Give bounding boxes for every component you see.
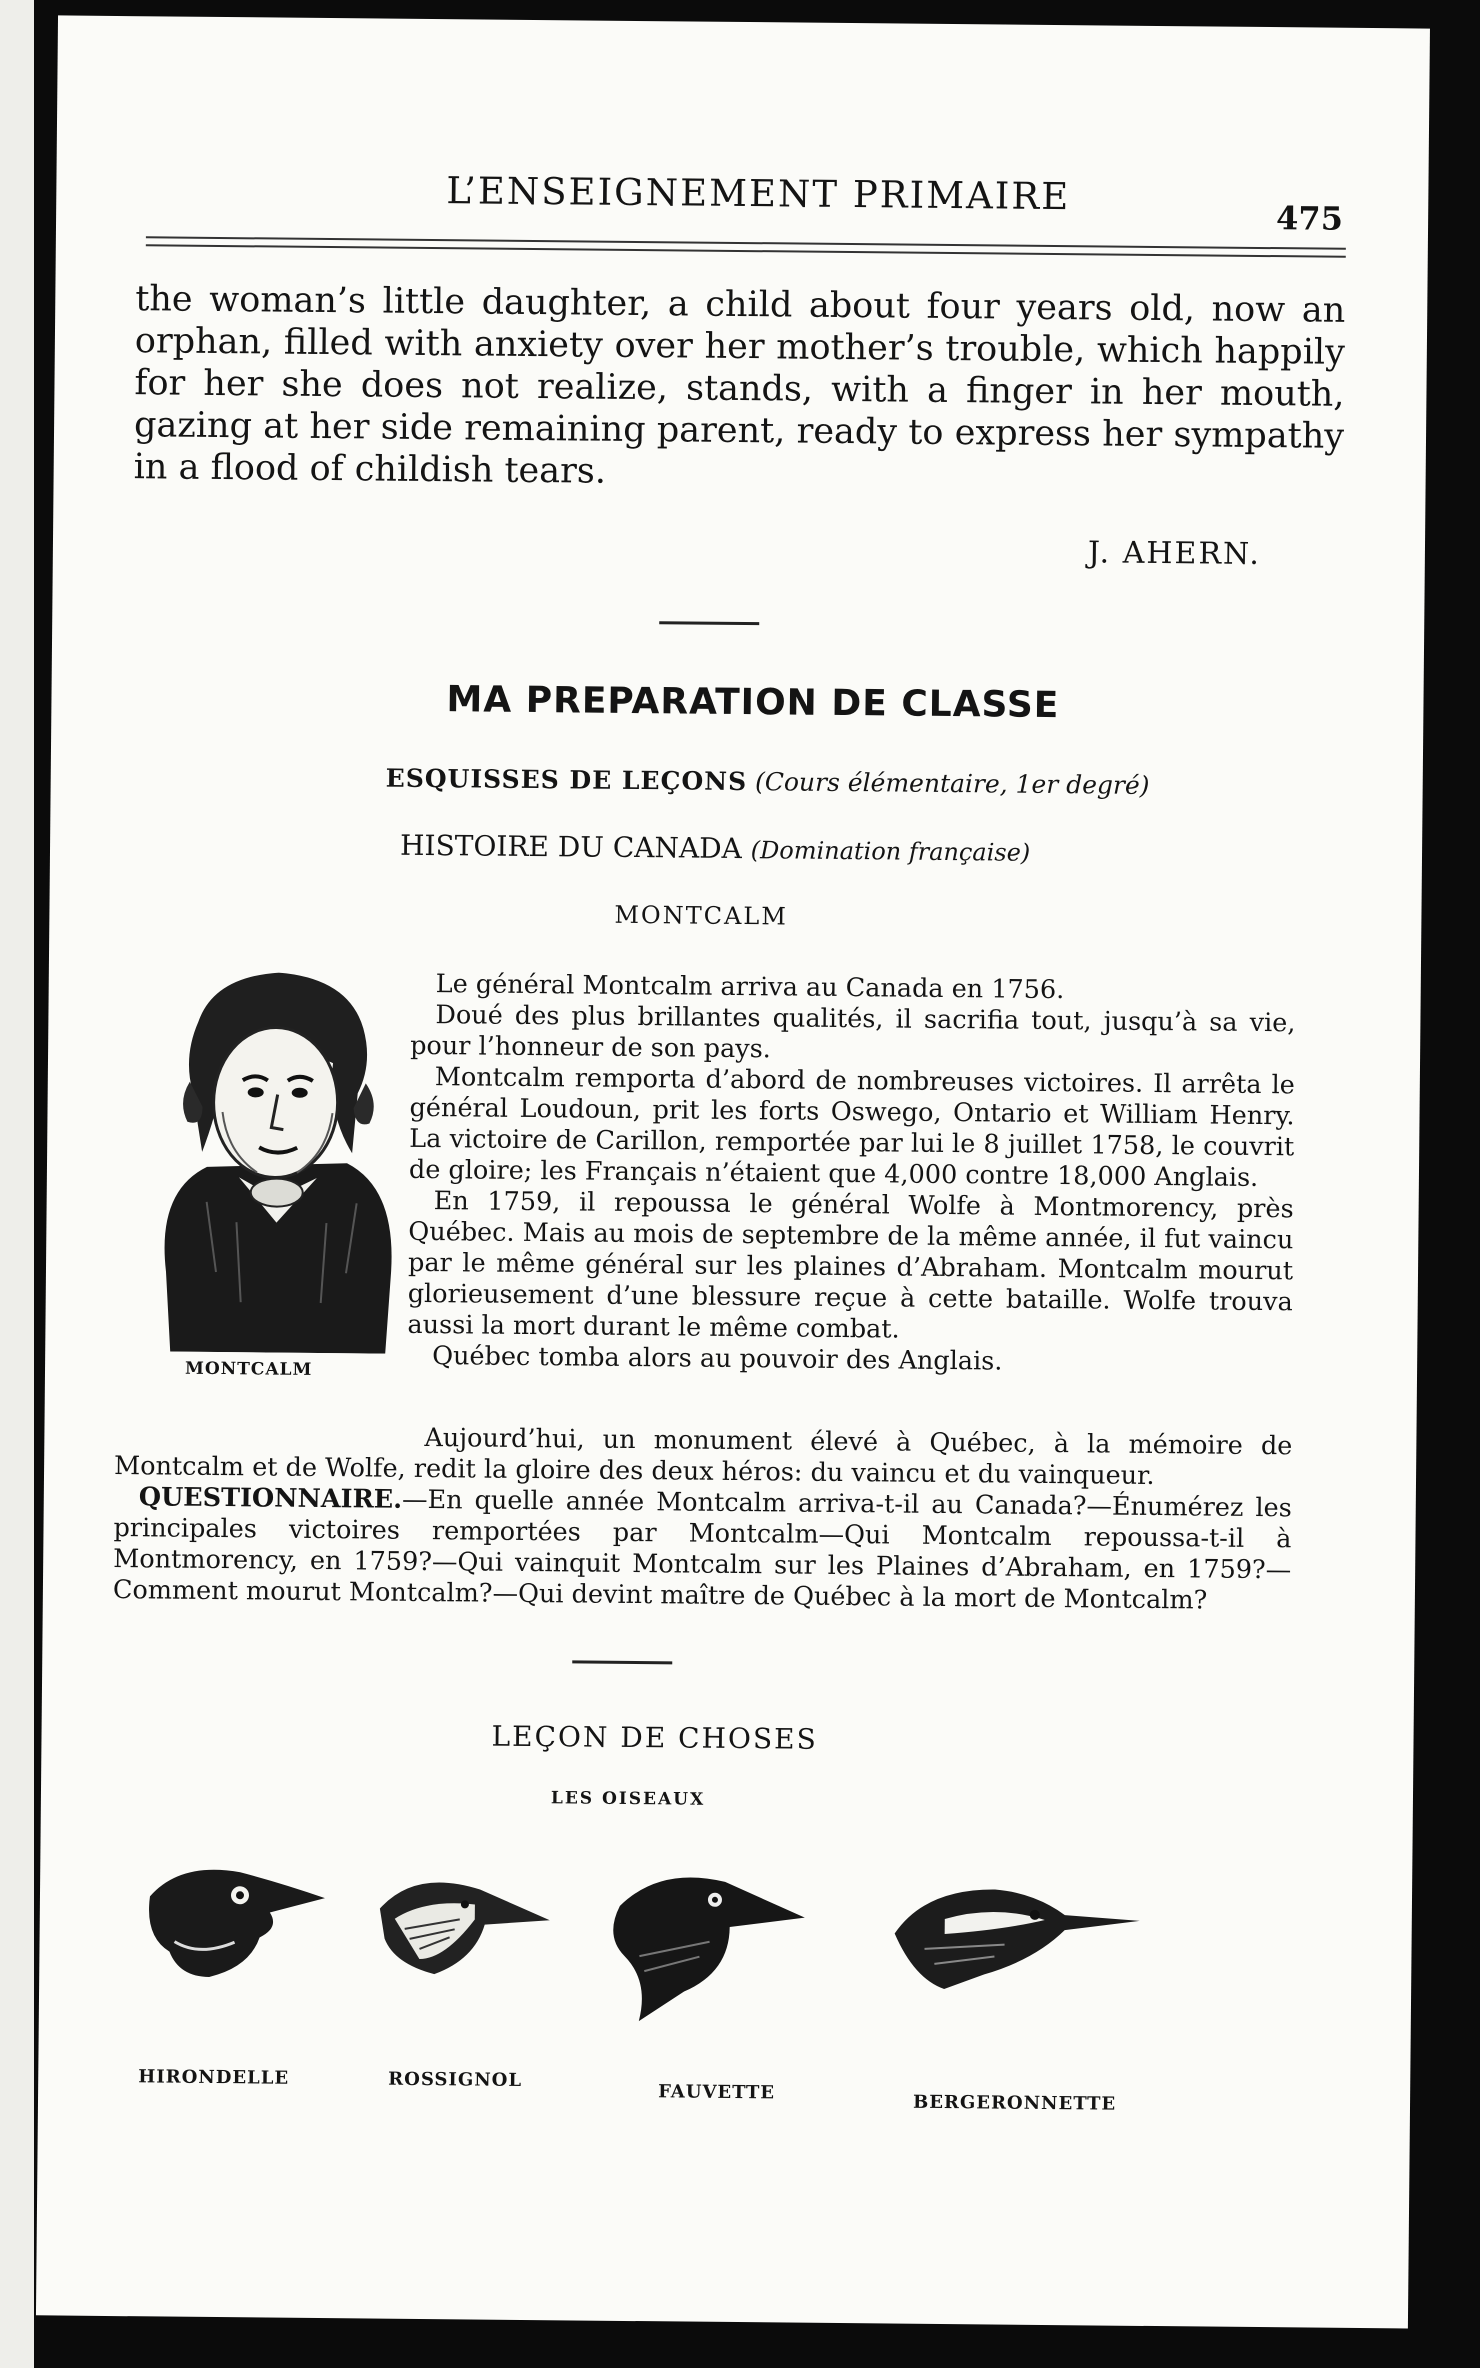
esquisses-note: (Cours élémentaire, 1er degré) xyxy=(754,767,1150,800)
lesson-paragraph: Québec tomba alors au pouvoir des Anglais. xyxy=(432,1341,1003,1377)
histoire-label: HISTOIRE DU CANADA xyxy=(399,828,742,866)
lesson-paragraph: En 1759, il repoussa le général Wolfe à Montmorency, près Québec. Mais au mois de septembre de la même année, il fut vaincu par le même général sur les plaines d’Abraham. Montcalm mourut glorieusement d’une blessure reçue à cette bataille. Wolfe trouva aussi la mort durant le même combat. xyxy=(407,1186,1294,1345)
questionnaire-text: —En quelle année Montcalm arriva-t-il au Canada?—Énumérez les principales victoires remportées par Montcalm—Qui Montcalm repoussa-t-il à Montmorency, en 1759?—Qui vainquit Montcalm sur les Plaines d’Abraham, en 1759?—Comment mourut Montcalm?—Qui devint maître de Québec à la mort de Montcalm? xyxy=(112,1484,1292,1616)
lecon-subtitle: LES OISEAUX xyxy=(550,1788,706,1810)
bird-head-rossignol xyxy=(364,1858,556,2020)
bird-caption: HIRONDELLE xyxy=(138,2066,290,2089)
lesson-final-paragraph: Aujourd’hui, un monument élevé à Québec, à la mémoire de Montcalm et de Wolfe, redit la gloire des deux héros: du vaincu et du vainqueur. xyxy=(113,1422,1293,1492)
lesson-paragraph: Doué des plus brillantes qualités, il sacrifia tout, jusqu’à sa vie, pour l’honneur de son pays. xyxy=(410,1000,1296,1065)
bird-caption: FAUVETTE xyxy=(658,2081,776,2104)
histoire-note: (Domination française) xyxy=(750,836,1031,867)
bird-caption: BERGERONNETTE xyxy=(912,2091,1117,2115)
lesson-tail xyxy=(113,1420,1293,1617)
header-rule xyxy=(146,236,1346,258)
lesson-title: MONTCALM xyxy=(614,900,789,931)
page-number: 475 xyxy=(1275,199,1344,238)
bird-head-bergeronnette xyxy=(884,1863,1146,2025)
section-separator xyxy=(572,1660,672,1664)
section-separator xyxy=(659,621,759,625)
running-header: L’ENSEIGNEMENT PRIMAIRE xyxy=(446,169,1071,219)
esquisses-line xyxy=(386,764,1150,800)
histoire-line xyxy=(400,829,1031,868)
lesson-paragraph: Montcalm remporta d’abord de nombreuses victoires. Il arrêta le général Loudoun, prit les forts Oswego, Ontario et William Henry. La victoire de Carillon, remportée par lui le 8 juillet 1758, le couvrit de gloire; les Français n’étaient que 4,000 contre 18,000 Anglais. xyxy=(408,1062,1295,1193)
questionnaire xyxy=(113,1482,1292,1617)
section-title: MA PREPARATION DE CLASSE xyxy=(446,679,1060,727)
bird-caption: ROSSIGNOL xyxy=(388,2068,523,2091)
book-page xyxy=(36,15,1430,2328)
esquisses-label: ESQUISSES DE LEÇONS xyxy=(385,763,748,797)
author-signature: J. AHERN. xyxy=(1087,535,1262,572)
bird-head-fauvette xyxy=(599,1861,811,2033)
questionnaire-label: QUESTIONNAIRE. xyxy=(138,1482,403,1515)
intro-paragraph: the woman’s little daughter, a child about four years old, now an orphan, filled with anxiety over her mother’s trouble, which happily for her she does not realize, stands, with a finger in her mouth, gazing at her side remaining parent, ready to express her sympathy in a flood of childish tears. xyxy=(133,279,1346,492)
adjacent-page-edge xyxy=(0,0,34,2368)
portrait-caption: MONTCALM xyxy=(184,1358,313,1380)
bird-head-hirondelle xyxy=(139,1856,331,2018)
montcalm-portrait xyxy=(145,971,409,1353)
lecon-title: LEÇON DE CHOSES xyxy=(491,1719,818,1756)
lesson-body xyxy=(407,969,1296,1380)
lesson-paragraph: Le général Montcalm arriva au Canada en 1756. xyxy=(435,969,1065,1006)
